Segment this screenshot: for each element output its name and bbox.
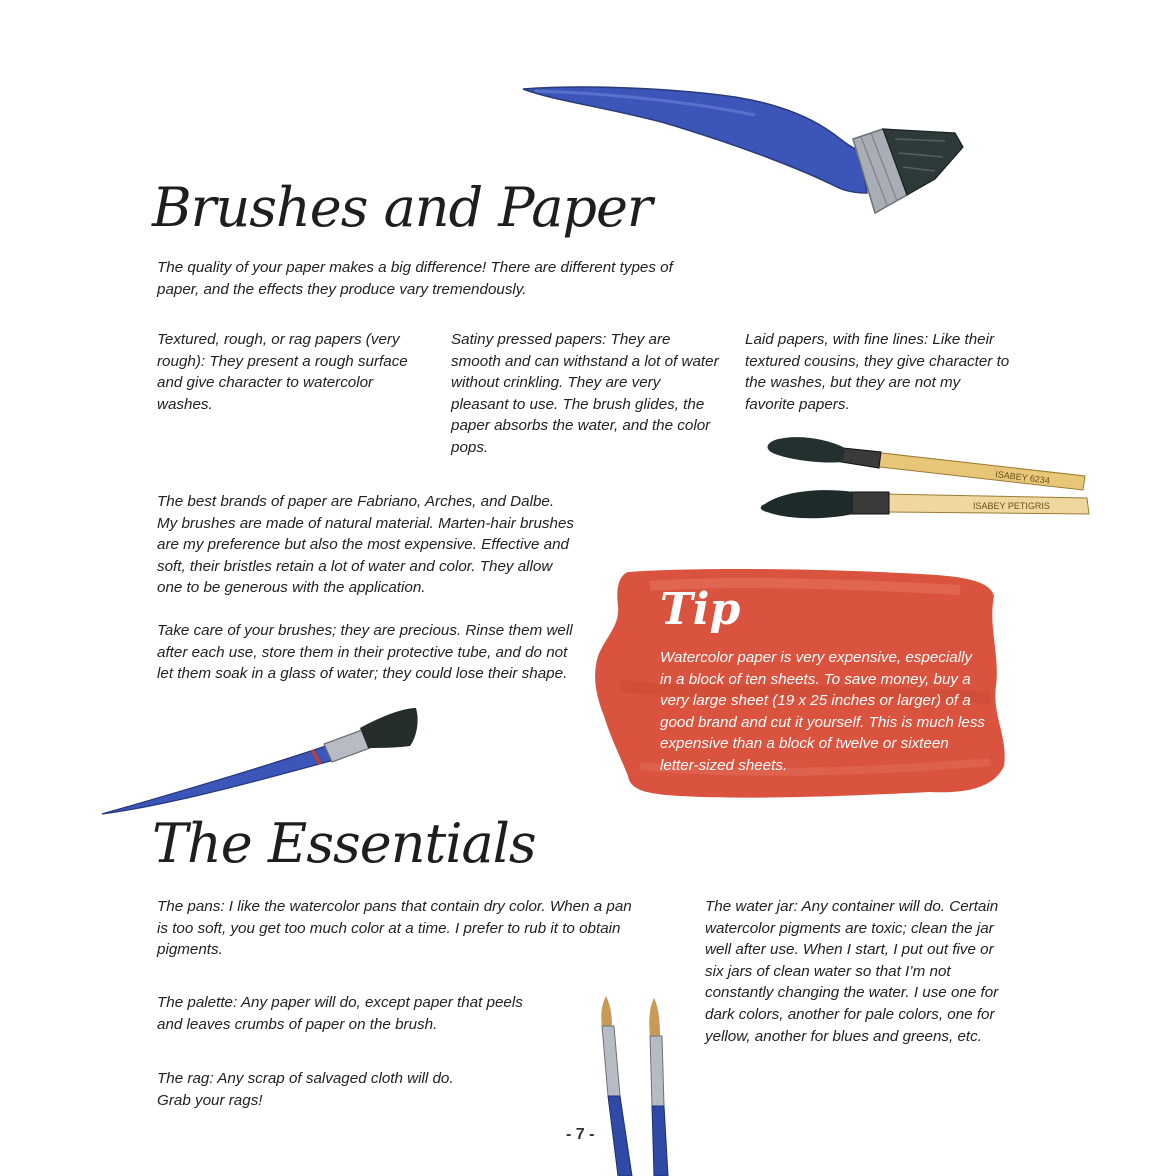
intro-paragraph: The quality of your paper makes a big difference! There are different types of paper, and the effects they produce vary tremendously. (157, 259, 673, 298)
section-title-the-essentials: The Essentials (152, 812, 536, 875)
paper-type-textured: Textured, rough, or rag papers (very rough): They present a rough surface and give character to watercolor washes. (157, 331, 408, 413)
brush-label-bottom: ISABEY PETIGRIS (973, 501, 1050, 511)
section-title-brushes-and-paper: Brushes and Paper (152, 176, 652, 239)
paper-type-laid: Laid papers, with fine lines: Like their textured cousins, they give character to the washes, but they are not my favorite papers. (745, 331, 1010, 413)
tip-text: Watercolor paper is very expensive, especially in a block of ten sheets. To save money, buy a very large sheet (19 x 25 inches or larger) of a good brand and cut it yourself. This is much less expensive than a block of twelve or sixteen letter-sized sheets. (660, 649, 986, 774)
pointed-brush-illustration (98, 702, 428, 822)
round-brushes-illustration (755, 432, 1095, 532)
care-paragraph: Take care of your brushes; they are precious. Rinse them well after each use, store them in their protective tube, and do not let them soak in a glass of water; they could lose their shape. (157, 622, 573, 683)
essential-water-jar: The water jar: Any container will do. Certain watercolor pigments are toxic; clean the jar well after use. When I start, I put out five or six jars of clean water so that I’m not constantly changing the water. I use one for dark colors, another for pale colors, one for yellow, another for blues and greens, etc. (705, 898, 999, 1045)
essential-pans: The pans: I like the watercolor pans that contain dry color. When a pan is too soft, you get too much color at a time. I prefer to rub it to obtain pigments. (157, 898, 632, 959)
essential-palette: The palette: Any paper will do, except paper that peels and leaves crumbs of paper on the brush. (157, 994, 523, 1033)
vertical-brushes-illustration (592, 996, 702, 1176)
paper-type-satiny: Satiny pressed papers: They are smooth and can withstand a lot of water without crinkling. They are very pleasant to use. The brush glides, the paper absorbs the water, and the color pops. (451, 331, 719, 456)
brush-label-top: ISABEY 6234 (994, 469, 1051, 486)
page-number: - 7 - (566, 1126, 595, 1143)
tip-title: Tip (660, 584, 741, 635)
essential-rag: The rag: Any scrap of salvaged cloth will do. Grab your rags! (157, 1070, 454, 1109)
brands-paragraph: The best brands of paper are Fabriano, Arches, and Dalbe. My brushes are made of natural material. Marten-hair brushes are my preference but also the most expensive. Effective and soft, their bristles retain a lot of water and color. They allow one to be generous with the application. (157, 493, 574, 597)
